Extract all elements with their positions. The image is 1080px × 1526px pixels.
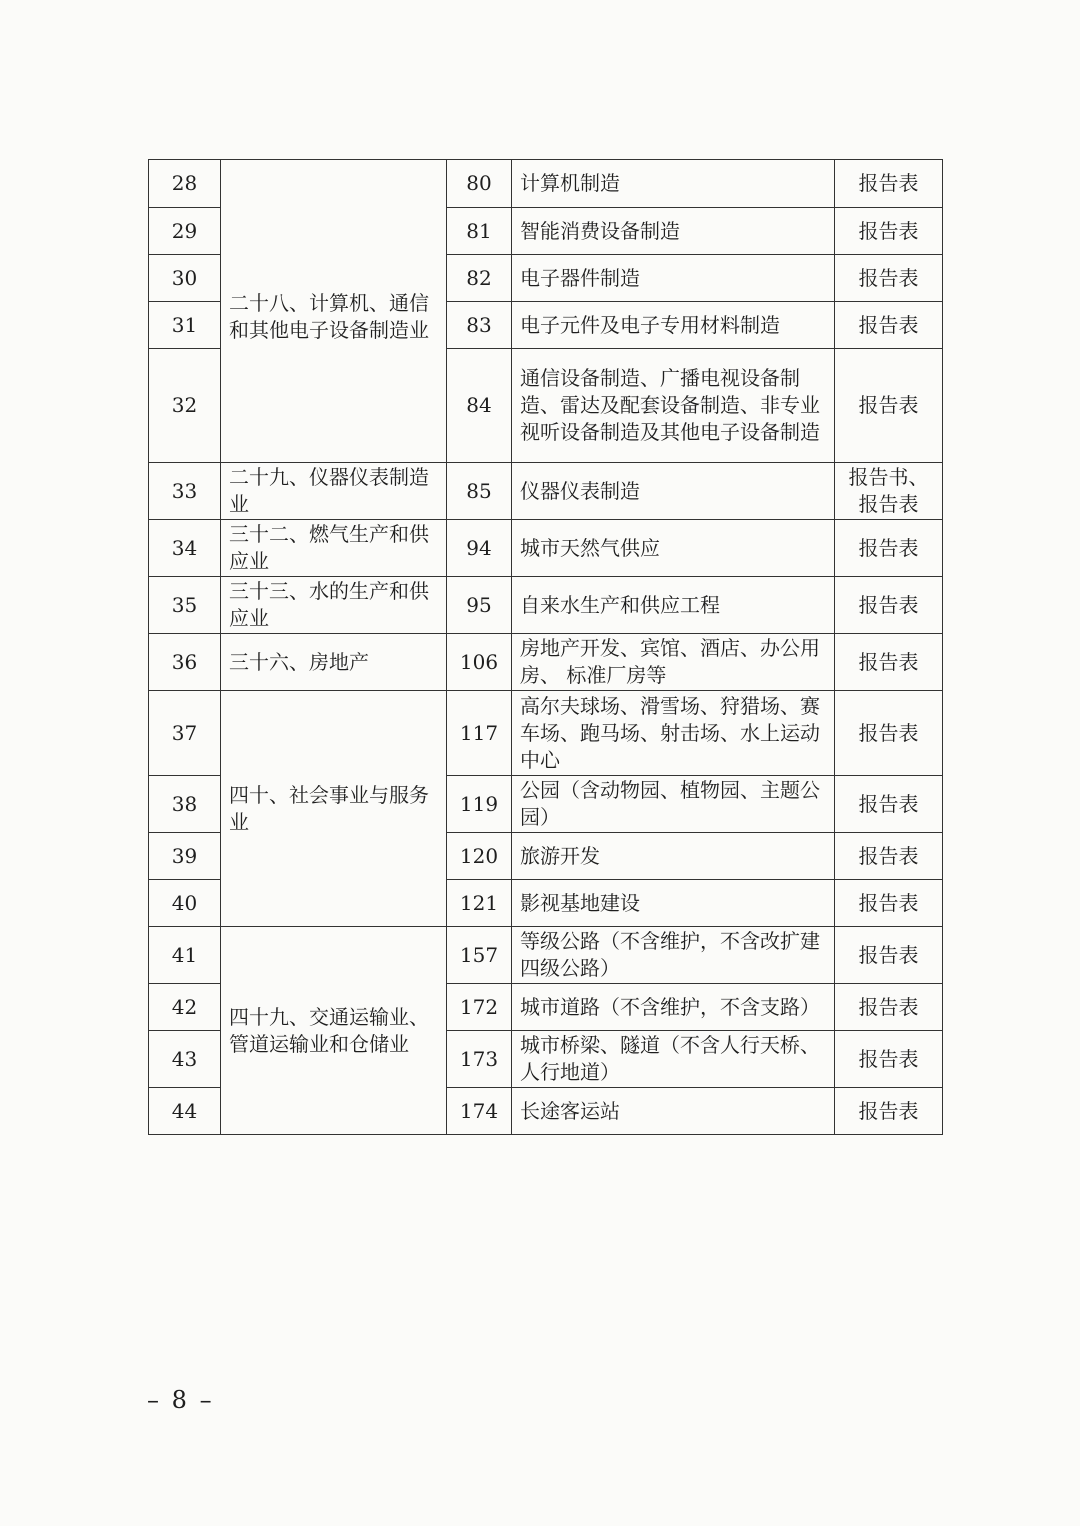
row-seq: 44	[149, 1088, 221, 1135]
row-project: 城市天然气供应	[512, 520, 835, 577]
row-form: 报告表	[835, 349, 943, 463]
row-project: 电子元件及电子专用材料制造	[512, 302, 835, 349]
row-form: 报告表	[835, 634, 943, 691]
row-code: 121	[447, 880, 512, 927]
row-form: 报告表	[835, 1088, 943, 1135]
table-row	[149, 927, 943, 984]
row-code: 83	[447, 302, 512, 349]
row-seq: 37	[149, 691, 221, 776]
row-seq: 30	[149, 255, 221, 302]
row-project: 城市道路（不含维护，不含支路）	[512, 984, 835, 1031]
row-seq: 35	[149, 577, 221, 634]
table-row	[149, 577, 943, 634]
row-project: 影视基地建设	[512, 880, 835, 927]
table-row	[149, 520, 943, 577]
row-seq: 41	[149, 927, 221, 984]
row-form: 报告表	[835, 691, 943, 776]
row-code: 85	[447, 463, 512, 520]
row-code: 172	[447, 984, 512, 1031]
industry-cell: 三十二、燃气生产和供应业	[221, 520, 447, 577]
industry-cell: 二十八、计算机、通信和其他电子设备制造业	[221, 160, 447, 463]
row-form: 报告表	[835, 208, 943, 255]
row-seq: 43	[149, 1031, 221, 1088]
project-catalog-table	[148, 159, 943, 1135]
row-form: 报告表	[835, 833, 943, 880]
row-project: 仪器仪表制造	[512, 463, 835, 520]
row-project: 长途客运站	[512, 1088, 835, 1135]
row-form: 报告表	[835, 927, 943, 984]
row-code: 94	[447, 520, 512, 577]
row-project: 等级公路（不含维护，不含改扩建四级公路）	[512, 927, 835, 984]
row-seq: 33	[149, 463, 221, 520]
row-project: 城市桥梁、隧道（不含人行天桥、人行地道）	[512, 1031, 835, 1088]
row-project: 自来水生产和供应工程	[512, 577, 835, 634]
industry-cell: 三十三、水的生产和供应业	[221, 577, 447, 634]
row-project: 高尔夫球场、滑雪场、狩猎场、赛车场、跑马场、射击场、水上运动中心	[512, 691, 835, 776]
page-number-value: 8	[171, 1386, 189, 1414]
row-seq: 32	[149, 349, 221, 463]
table-row	[149, 691, 943, 776]
row-code: 81	[447, 208, 512, 255]
row-project: 智能消费设备制造	[512, 208, 835, 255]
industry-cell: 二十九、仪器仪表制造业	[221, 463, 447, 520]
row-form: 报告表	[835, 160, 943, 208]
table-row	[149, 160, 943, 208]
row-form: 报告表	[835, 880, 943, 927]
row-seq: 29	[149, 208, 221, 255]
row-code: 120	[447, 833, 512, 880]
row-seq: 31	[149, 302, 221, 349]
row-code: 157	[447, 927, 512, 984]
row-form: 报告表	[835, 520, 943, 577]
industry-cell: 四十、社会事业与服务业	[221, 691, 447, 927]
industry-cell: 四十九、交通运输业、管道运输业和仓储业	[221, 927, 447, 1135]
row-code: 80	[447, 160, 512, 208]
table-row	[149, 463, 943, 520]
row-seq: 39	[149, 833, 221, 880]
row-seq: 34	[149, 520, 221, 577]
row-project: 公园（含动物园、植物园、主题公园）	[512, 776, 835, 833]
row-seq: 38	[149, 776, 221, 833]
row-code: 174	[447, 1088, 512, 1135]
row-project: 房地产开发、宾馆、酒店、办公用房、 标准厂房等	[512, 634, 835, 691]
row-project: 通信设备制造、广播电视设备制造、雷达及配套设备制造、非专业视听设备制造及其他电子设备制造	[512, 349, 835, 463]
row-form: 报告表	[835, 1031, 943, 1088]
table-row	[149, 634, 943, 691]
row-form: 报告书、报告表	[835, 463, 943, 520]
row-project: 电子器件制造	[512, 255, 835, 302]
page-number-dash-left: –	[147, 1386, 161, 1414]
row-form: 报告表	[835, 255, 943, 302]
row-code: 84	[447, 349, 512, 463]
row-code: 95	[447, 577, 512, 634]
row-code: 82	[447, 255, 512, 302]
row-code: 117	[447, 691, 512, 776]
row-seq: 28	[149, 160, 221, 208]
row-code: 173	[447, 1031, 512, 1088]
page-number	[146, 1386, 215, 1414]
page-number-dash-right: –	[199, 1386, 214, 1414]
row-seq: 36	[149, 634, 221, 691]
row-project: 计算机制造	[512, 160, 835, 208]
row-code: 106	[447, 634, 512, 691]
row-form: 报告表	[835, 776, 943, 833]
row-project: 旅游开发	[512, 833, 835, 880]
industry-cell: 三十六、房地产	[221, 634, 447, 691]
row-form: 报告表	[835, 577, 943, 634]
row-form: 报告表	[835, 302, 943, 349]
row-code: 119	[447, 776, 512, 833]
row-seq: 42	[149, 984, 221, 1031]
row-form: 报告表	[835, 984, 943, 1031]
row-seq: 40	[149, 880, 221, 927]
